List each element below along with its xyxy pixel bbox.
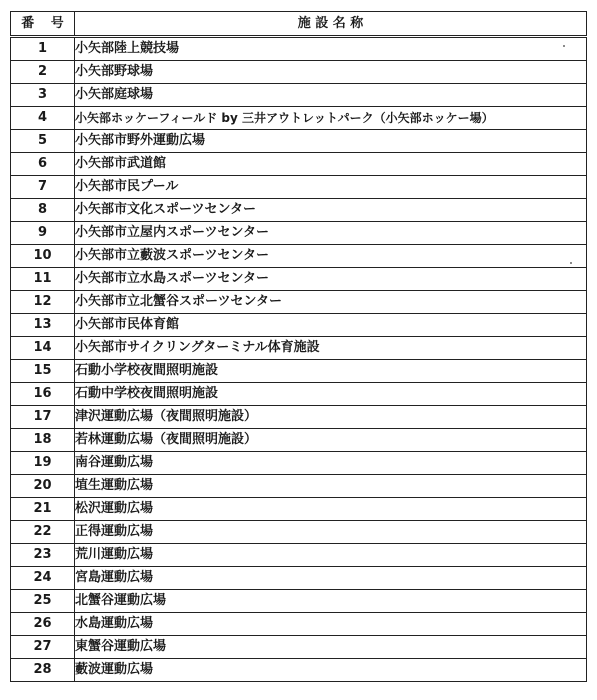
column-header-number: 番 号	[11, 12, 75, 37]
row-number: 22	[11, 521, 75, 544]
row-number: 14	[11, 337, 75, 360]
table-row	[11, 498, 587, 521]
table-row	[11, 544, 587, 567]
table-header	[11, 12, 587, 37]
table-row	[11, 590, 587, 613]
table-row	[11, 37, 587, 61]
table-row	[11, 636, 587, 659]
row-number: 3	[11, 84, 75, 107]
table-row	[11, 245, 587, 268]
table-body	[11, 37, 587, 682]
facility-name: 荒川運動広場	[75, 544, 587, 567]
table-row	[11, 153, 587, 176]
row-number: 1	[11, 37, 75, 61]
facility-name: 小矢部陸上競技場	[75, 37, 587, 61]
facility-name: 宮島運動広場	[75, 567, 587, 590]
row-number: 6	[11, 153, 75, 176]
facility-name: 若林運動広場（夜間照明施設）	[75, 429, 587, 452]
row-number: 18	[11, 429, 75, 452]
table-row	[11, 291, 587, 314]
row-number: 21	[11, 498, 75, 521]
row-number: 25	[11, 590, 75, 613]
row-number: 9	[11, 222, 75, 245]
table-row	[11, 567, 587, 590]
facility-name: 小矢部市立屋内スポーツセンター	[75, 222, 587, 245]
row-number: 23	[11, 544, 75, 567]
facility-name: 東蟹谷運動広場	[75, 636, 587, 659]
facility-name: 小矢部市立水島スポーツセンター	[75, 268, 587, 291]
table-row	[11, 268, 587, 291]
table-row	[11, 61, 587, 84]
table-row	[11, 521, 587, 544]
table-row	[11, 84, 587, 107]
row-number: 2	[11, 61, 75, 84]
facility-name: 小矢部市民体育館	[75, 314, 587, 337]
row-number: 24	[11, 567, 75, 590]
facility-list-sheet	[10, 11, 586, 682]
facility-name: 水島運動広場	[75, 613, 587, 636]
facility-name: 埴生運動広場	[75, 475, 587, 498]
row-number: 5	[11, 130, 75, 153]
facility-name: 小矢部市文化スポーツセンター	[75, 199, 587, 222]
table-row	[11, 429, 587, 452]
table-row	[11, 383, 587, 406]
scan-speck	[570, 262, 572, 264]
facility-name: 石動小学校夜間照明施設	[75, 360, 587, 383]
facility-name: 小矢部野球場	[75, 61, 587, 84]
row-number: 28	[11, 659, 75, 682]
table-row	[11, 222, 587, 245]
row-number: 15	[11, 360, 75, 383]
table-row	[11, 314, 587, 337]
facility-name: 北蟹谷運動広場	[75, 590, 587, 613]
table-row	[11, 176, 587, 199]
facility-name: 小矢部庭球場	[75, 84, 587, 107]
table-row	[11, 475, 587, 498]
table-row	[11, 406, 587, 429]
row-number: 16	[11, 383, 75, 406]
row-number: 8	[11, 199, 75, 222]
row-number: 27	[11, 636, 75, 659]
row-number: 13	[11, 314, 75, 337]
row-number: 20	[11, 475, 75, 498]
table-row	[11, 337, 587, 360]
row-number: 10	[11, 245, 75, 268]
facility-name: 小矢部市立北蟹谷スポーツセンター	[75, 291, 587, 314]
column-header-facility-name: 施 設 名 称	[75, 12, 587, 37]
facility-name: 小矢部市武道館	[75, 153, 587, 176]
facility-name: 小矢部市サイクリングターミナル体育施設	[75, 337, 587, 360]
row-number: 4	[11, 107, 75, 130]
facility-name: 正得運動広場	[75, 521, 587, 544]
facility-name: 小矢部市立藪波スポーツセンター	[75, 245, 587, 268]
row-number: 26	[11, 613, 75, 636]
row-number: 7	[11, 176, 75, 199]
row-number: 11	[11, 268, 75, 291]
facility-name: 小矢部市民プール	[75, 176, 587, 199]
table-row	[11, 199, 587, 222]
facility-name: 石動中学校夜間照明施設	[75, 383, 587, 406]
table-row	[11, 452, 587, 475]
facility-name: 南谷運動広場	[75, 452, 587, 475]
row-number: 17	[11, 406, 75, 429]
scan-speck	[563, 45, 565, 47]
facility-name: 小矢部市野外運動広場	[75, 130, 587, 153]
facility-name: 小矢部ホッケーフィールド by 三井アウトレットパーク（小矢部ホッケー場）	[75, 107, 587, 130]
table-row	[11, 613, 587, 636]
table-row	[11, 659, 587, 682]
header-row	[11, 12, 587, 37]
facility-table	[10, 11, 587, 682]
facility-name: 津沢運動広場（夜間照明施設）	[75, 406, 587, 429]
table-row	[11, 130, 587, 153]
row-number: 12	[11, 291, 75, 314]
row-number: 19	[11, 452, 75, 475]
table-row	[11, 107, 587, 130]
table-row	[11, 360, 587, 383]
facility-name: 松沢運動広場	[75, 498, 587, 521]
facility-name: 藪波運動広場	[75, 659, 587, 682]
